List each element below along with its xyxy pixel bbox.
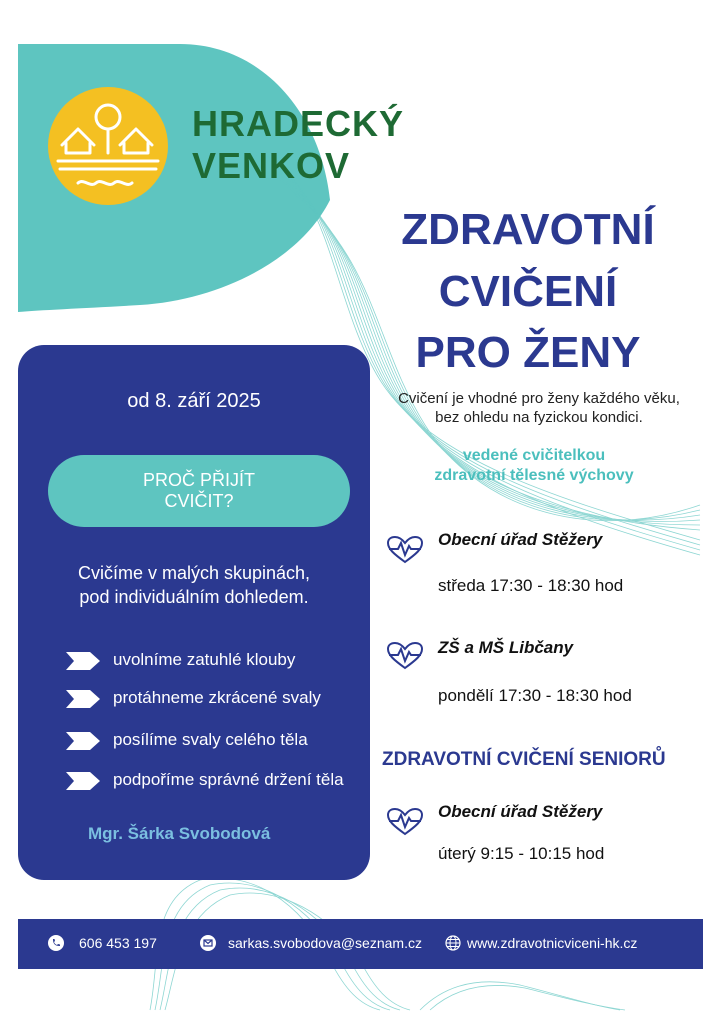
page-title-line1: ZDRAVOTNÍ	[401, 205, 655, 254]
card-intro-line1: Cvičíme v malých skupinách,	[77, 563, 311, 583]
website-url[interactable]: www.zdravotnicviceni-hk.cz	[467, 935, 638, 951]
benefit-item: protáhneme zkrácené svaly	[113, 688, 321, 707]
schedule-time: pondělí 17:30 - 18:30 hod	[438, 686, 632, 705]
heartbeat-icon	[386, 536, 424, 564]
globe-icon	[445, 935, 461, 951]
brand-name-line2: VENKOV	[192, 145, 351, 186]
brand-logo	[48, 87, 168, 205]
card-intro-line2: pod individuálním dohledem.	[79, 587, 309, 607]
brand-name-line1: HRADECKÝ	[192, 103, 405, 144]
schedule-location: ZŠ a MŠ Libčany	[438, 638, 574, 657]
intro-line2: bez ohledu na fyzickou kondici.	[435, 409, 643, 426]
benefit-item: uvolníme zatuhlé klouby	[113, 650, 296, 669]
why-heading-line1: PROČ PŘIJÍT	[142, 470, 255, 490]
seniors-location: Obecní úřad Stěžery	[438, 802, 603, 821]
heartbeat-icon	[386, 808, 424, 836]
heartbeat-icon	[386, 642, 424, 670]
instructor-name: Mgr. Šárka Svobodová	[88, 824, 271, 843]
chevron-arrow-icon	[66, 732, 100, 750]
seniors-time: úterý 9:15 - 10:15 hod	[438, 844, 605, 863]
why-heading-line2: CVIČIT?	[164, 491, 234, 511]
schedule-time: středa 17:30 - 18:30 hod	[438, 576, 624, 595]
email-icon	[200, 935, 216, 951]
email-address[interactable]: sarkas.svobodova@seznam.cz	[228, 935, 422, 951]
instructor-note-line2: zdravotní tělesné výchovy	[434, 467, 634, 484]
schedule-location: Obecní úřad Stěžery	[438, 530, 603, 549]
page-title-line2: CVIČENÍ	[438, 267, 618, 316]
benefit-item: posílíme svaly celého těla	[113, 730, 308, 749]
intro-line1: Cvičení je vhodné pro ženy každého věku,	[398, 390, 680, 407]
info-card	[18, 345, 370, 880]
chevron-arrow-icon	[66, 652, 100, 670]
phone-number[interactable]: 606 453 197	[79, 935, 157, 951]
page-title-line3: PRO ŽENY	[415, 328, 641, 377]
start-date: od 8. září 2025	[127, 390, 261, 412]
benefit-item: podpoříme správné držení těla	[113, 770, 344, 789]
chevron-arrow-icon	[66, 690, 100, 708]
instructor-note-line1: vedené cvičitelkou	[462, 447, 606, 464]
house-tree-logo-icon	[48, 87, 168, 205]
phone-icon	[48, 935, 64, 951]
seniors-heading: ZDRAVOTNÍ CVIČENÍ SENIORŮ	[382, 749, 666, 770]
chevron-arrow-icon	[66, 772, 100, 790]
